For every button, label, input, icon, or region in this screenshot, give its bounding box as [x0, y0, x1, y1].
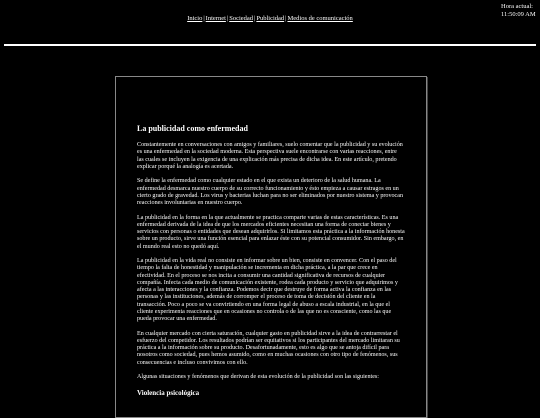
article-paragraph: Constantemente en conversaciones con amigos y familiares, suelo comentar que la publicidad y su evolución es una enfermedad en la sociedad moderna. Esta perspectiva suele encontrarse con varias reacciones, entre las cuales se incluyen la exigencia de una explicación más precisa de dicha idea. En este artículo, pretendo explicar porqué la analogía es acertada.	[137, 142, 403, 170]
header-divider	[4, 44, 536, 46]
nav-separator: |	[226, 15, 229, 22]
nav-separator: |	[254, 15, 256, 22]
article-paragraph: En cualquier mercado con cierta saturación, cualquier gasto en publicidad sirve a la idea de contrarrestar el esfuerzo del competidor. Los resultados podrían ser equitativos si los participantes del mercado limitaran su práctica a la información sobre su producto. Desafortunadamente, esto es algo que se antoja difícil para nosotros como sociedad, pues hemos asumido, como en muchas ocasiones con otro tipo de fenómenos, sus consecuencias e incluso convivimos con ello.	[137, 330, 400, 366]
nav-link-internet[interactable]: Internet	[205, 15, 226, 22]
nav-link-inicio[interactable]: Inicio	[187, 15, 203, 22]
article-paragraph: La publicidad en la forma en la que actualmente se practica comparte varias de estas características. Es una enfermedad derivada de la idea de que los mercados eficientes necesitan una forma de conectar bienes y servicios con personas o entidades que desean adquirirlos. Si limitamos esta práctica a la información honesta sobre un producto, sirve una función esencial para enlazar éste con su potencial consumidor. Sin embargo, en el mundo real esto no quedó aquí.	[137, 214, 405, 250]
nav-link-medios[interactable]: Medios de comunicación	[287, 15, 353, 22]
nav-link-publicidad[interactable]: Publicidad	[256, 15, 285, 22]
article-paragraph: La publicidad en la vida real no consiste en informar sobre un bien, consiste en convencer. Con el paso del tiempo la falta de honestidad y manipulación se incrementa en dicha práctica, a la par que crece en efectividad. En el proceso se nos incita a consumir una cantidad significativa de recursos de cualquier compañía. Infecta cada medio de comunicación existente, rodea cada producto y servicio que adquirimos y afecta a las interacciones y la confianza. Podemos decir que destruye de forma activa la confianza en las personas y las instituciones, además de corromper el proceso de toma de decisión del cliente en la transacción. Poco a poco se va convirtiendo en una forma legal de abuso a escala industrial, en la que el cliente experimenta reacciones que en ocasiones no controla o de las que no es consciente, como las que pueda provocar una enfermedad.	[137, 258, 398, 322]
nav-link-sociedad[interactable]: Sociedad	[229, 15, 254, 22]
article-paragraph: Algunas situaciones y fenómenos que derivan de esta evolución de la publicidad son las siguientes:	[137, 374, 379, 380]
article-paragraph: Se define la enfermedad como cualquier estado en el que exista un deterioro de la salud humana. La enfermedad desmarca nuestro cuerpo de su correcto funcionamiento y ésto empieza a causar estragos en un cierto grado de gravedad. Los virus y bacterias luchan para no ser eliminados por nuestro sistema y provocan reacciones involuntarias en nuestro cuerpo.	[137, 178, 404, 206]
top-navigation	[0, 15, 540, 23]
nav-separator: |	[203, 15, 205, 22]
article-content	[137, 124, 405, 397]
article-panel	[115, 76, 427, 418]
nav-separator: |	[285, 15, 287, 22]
clock-label: Hora actual:	[501, 3, 533, 10]
article-title: La publicidad como enfermedad	[137, 124, 248, 133]
article-subheading: Violencia psicológica	[137, 388, 200, 397]
clock-time: 11:50:09 AM	[501, 11, 536, 18]
